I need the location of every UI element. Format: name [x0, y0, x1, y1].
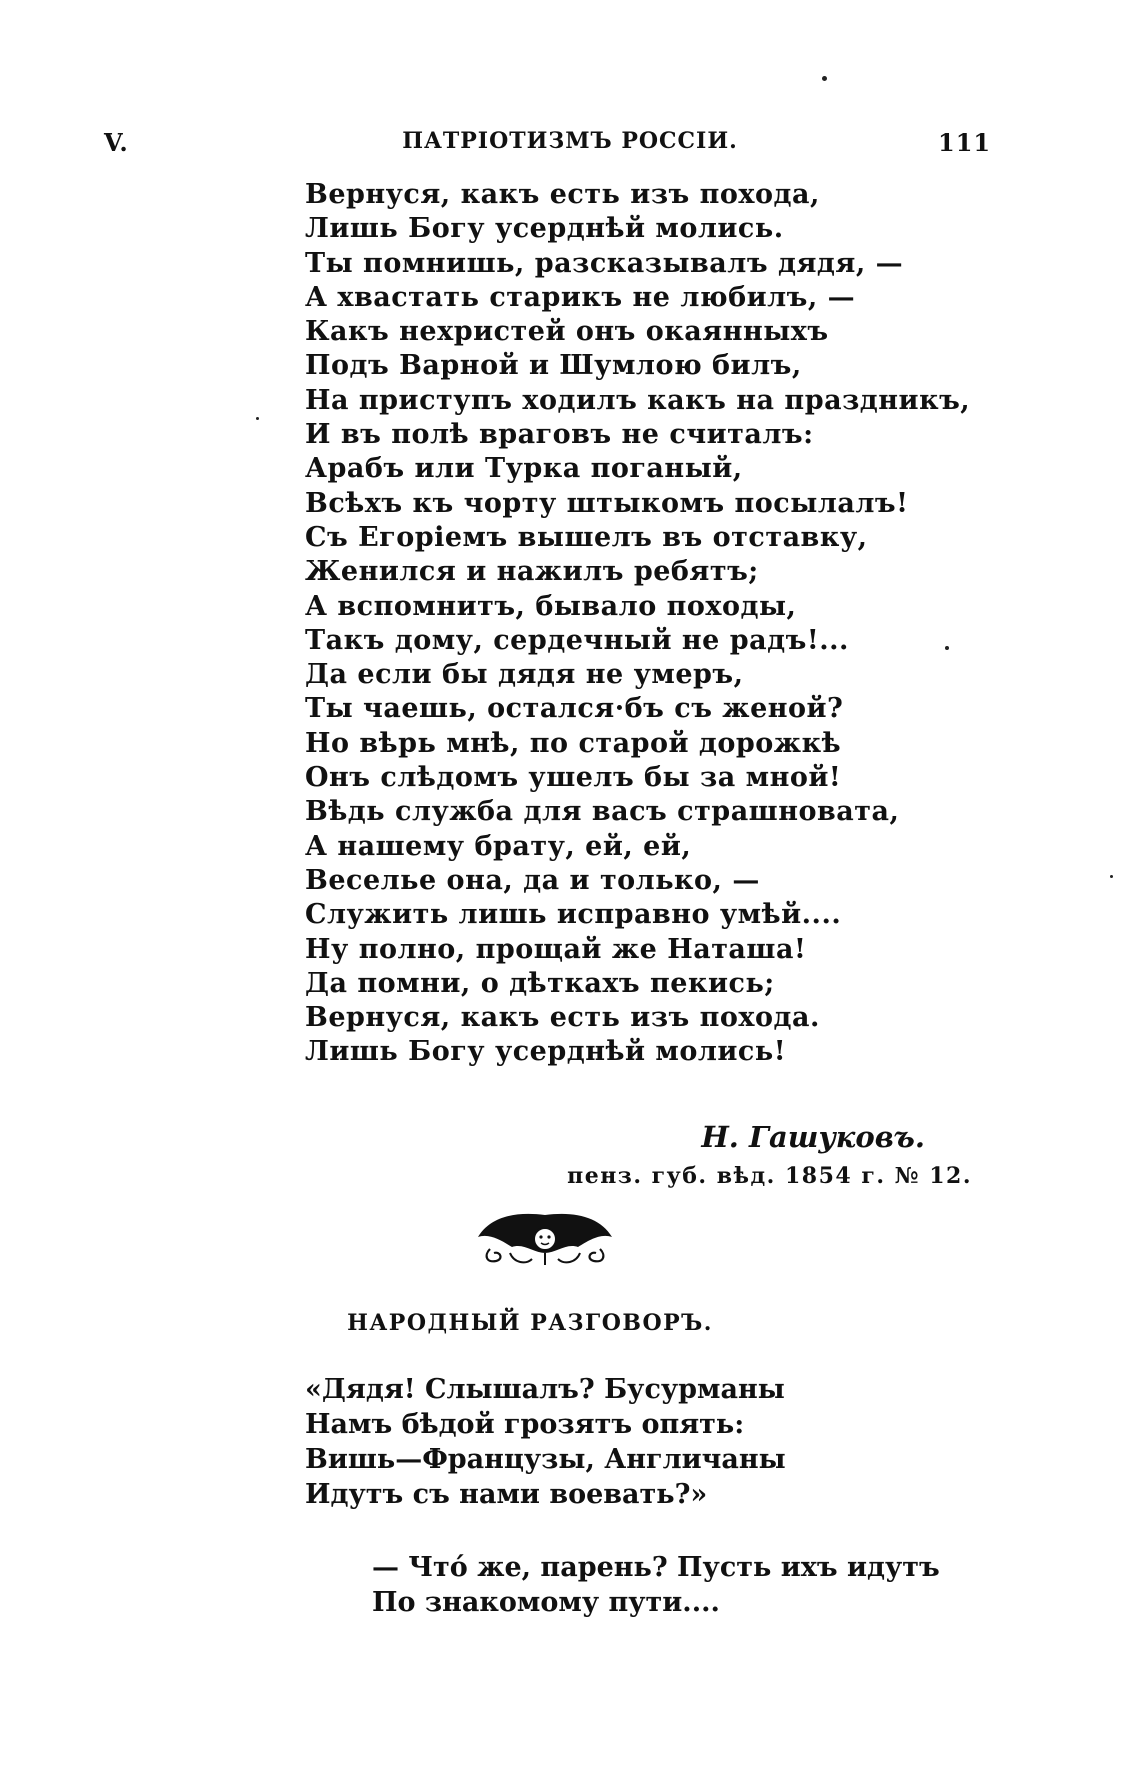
dialogue-line: Вишь—Французы, Англичаны — [305, 1444, 786, 1475]
poem-line: Лишь Богу усерднѣй молись! — [305, 1036, 787, 1068]
ink-speck — [1110, 875, 1113, 878]
poem-line: Да если бы дядя не умеръ, — [305, 659, 744, 691]
dialogue-stanza-2 — [372, 1550, 940, 1620]
poem-line: Ну полно, прощай же Наташа! — [305, 933, 807, 965]
dialogue-stanza-1 — [305, 1372, 786, 1512]
poem-author: Н. Гашуковъ. — [701, 1120, 925, 1154]
dialogue-line: Намъ бѣдой грозятъ опять: — [305, 1409, 745, 1440]
poem-line: Да помни, о дѣткахъ пекись; — [305, 967, 775, 999]
poem-source: пенз. губ. вѣд. 1854 г. № 12. — [567, 1163, 972, 1189]
ink-speck — [256, 417, 259, 420]
poem-line: Всѣхъ къ чорту штыкомъ посылалъ! — [305, 487, 909, 519]
poem-line: А нашему брату, ей, ей, — [305, 830, 692, 862]
poem-line: Съ Егоріемъ вышелъ въ отставку, — [305, 521, 868, 553]
running-title: ПАТРІОТИЗМЪ РОССІИ. — [402, 128, 738, 154]
poem-line: Онъ слѣдомъ ушелъ бы за мной! — [305, 762, 842, 794]
poem-line: Такъ дому, сердечный не радъ!... — [305, 624, 849, 656]
poem-line: И въ полѣ враговъ не считалъ: — [305, 419, 814, 451]
dialogue-line: Идутъ съ нами воевать?» — [305, 1479, 708, 1510]
page-number: 111 — [938, 128, 992, 157]
poem-line: Служить лишь исправно умѣй.... — [305, 899, 842, 931]
dialogue-line: — Чтó же, парень? Пусть ихъ идутъ — [372, 1552, 940, 1583]
poem-line: Но вѣрь мнѣ, по старой дорожкѣ — [305, 727, 842, 759]
poem-line: Вернуся, какъ есть изъ похода. — [305, 1002, 820, 1034]
section-number: V. — [104, 128, 129, 157]
poem-line: Подъ Варной и Шумлою билъ, — [305, 350, 802, 382]
poem-line: На приступъ ходилъ какъ на праздникъ, — [305, 384, 971, 416]
ink-speck — [822, 76, 827, 81]
dialogue-line: По знакомому пути.... — [372, 1587, 720, 1618]
poem-line: А вспомнитъ, бывало походы, — [305, 590, 797, 622]
poem-body — [305, 178, 970, 1070]
ink-speck — [945, 646, 949, 650]
dialogue-line: «Дядя! Слышалъ? Бусурманы — [305, 1374, 785, 1405]
poem-line: А хвастать старикъ не любилъ, — — [305, 281, 856, 313]
poem-line: Вѣдь служба для васъ страшновата, — [305, 796, 900, 828]
poem-line: Веселье она, да и только, — — [305, 864, 760, 896]
poem-line: Лишь Богу усерднѣй молись. — [305, 213, 784, 245]
cherub-vignette-icon — [470, 1203, 620, 1271]
section-title: НАРОДНЫЙ РАЗГОВОРЪ. — [347, 1310, 713, 1336]
poem-line: Ты помнишь, разсказывалъ дядя, — — [305, 247, 904, 279]
poem-line: Ты чаешь, остался·бъ съ женой? — [305, 693, 844, 725]
poem-line: Какъ нехристей онъ окаянныхъ — [305, 316, 829, 348]
poem-line: Арабъ или Турка поганый, — [305, 453, 743, 485]
poem-line: Женился и нажилъ ребятъ; — [305, 556, 759, 588]
poem-line: Вернуся, какъ есть изъ похода, — [305, 179, 820, 210]
